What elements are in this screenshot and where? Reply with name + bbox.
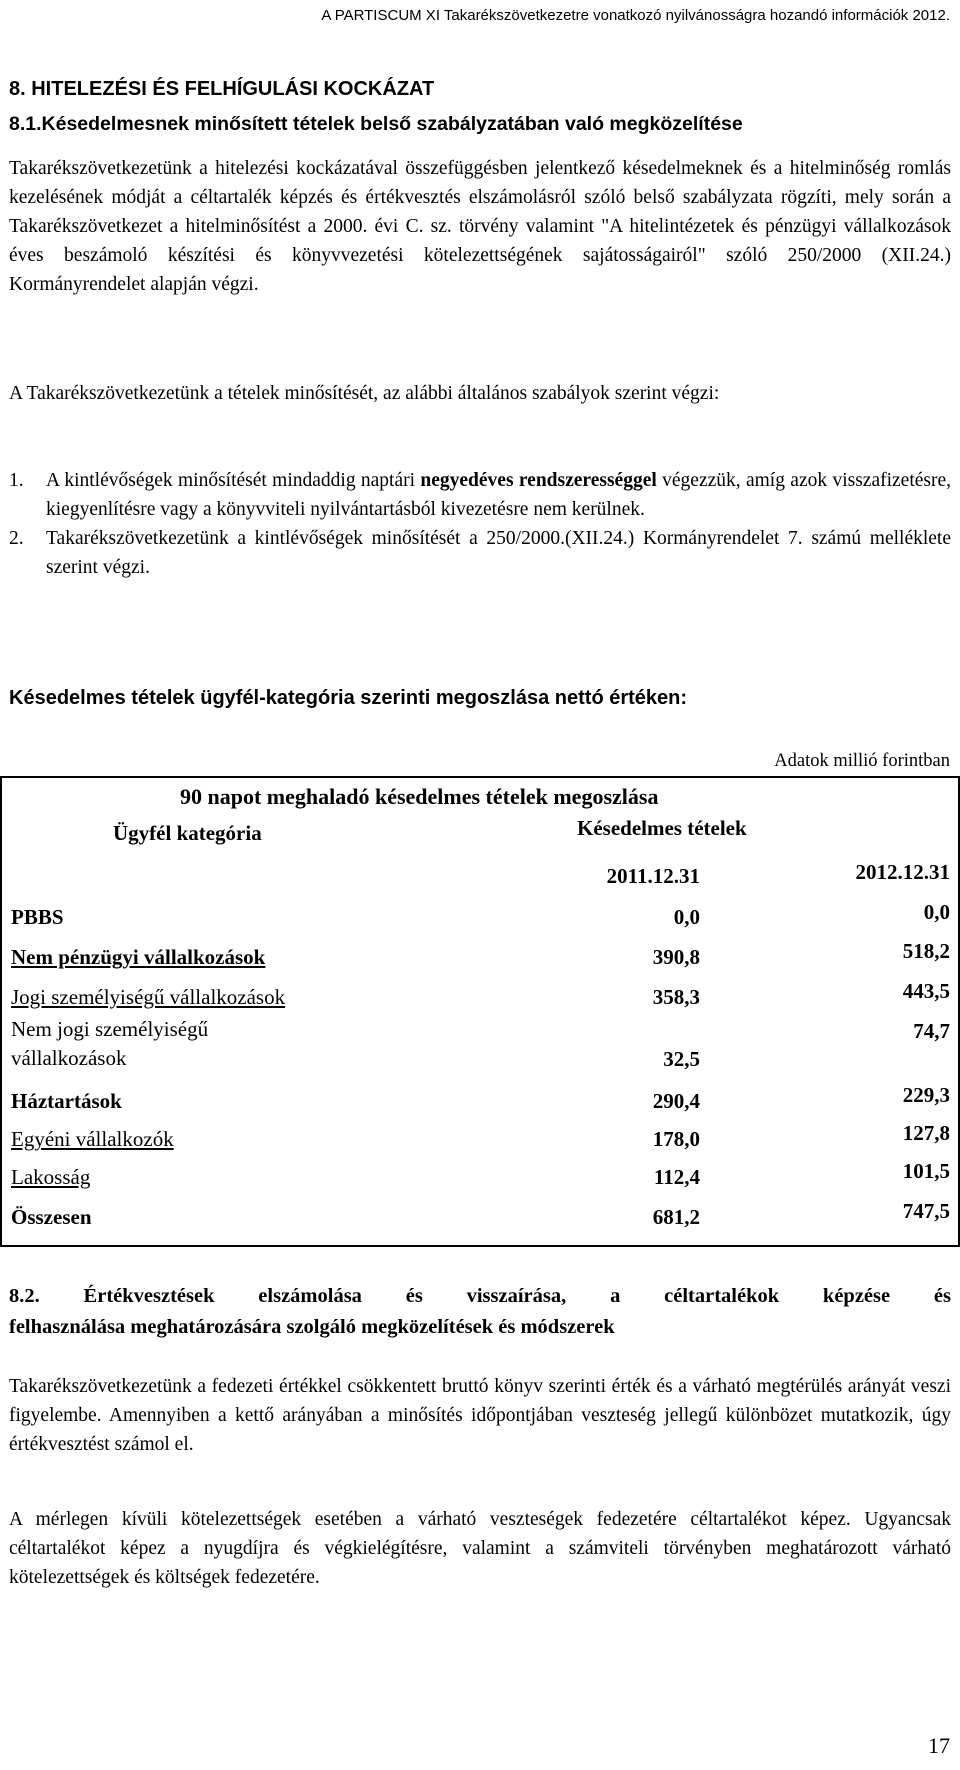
row-label-total: Összesen [11,1205,92,1229]
column-header-2012: 2012.12.31 [855,860,950,884]
row-label-sole-traders: Egyéni vállalkozók [11,1127,174,1151]
section-8-2-heading-line2: felhasználása meghatározására szolgáló megközelítések és módszerek [9,1316,615,1338]
row-label-legal-entity: Jogi személyiségű vállalkozások [11,985,286,1009]
table-border-top [0,776,960,778]
list-text: végezzük, amíg azok visszafizetésre, kiegyenlítésre vagy a könyvviteli nyilvántartásból kivezetésre nem kerülnek. [46,470,952,520]
value-2012-total: 747,5 [902,1199,950,1223]
table-main-header: 90 napot meghaladó késedelmes tételek megoszlása [180,784,659,809]
value-2012-population: 101,5 [902,1159,950,1183]
value-2012-sole-traders: 127,8 [902,1121,950,1145]
list-item [9,524,951,582]
value-2012-non-legal-entity: 74,7 [913,1019,950,1043]
provision-paragraph: A mérlegen kívüli kötelezettségek esetében a várható veszteségek fedezetére céltartalékot képez. Ugyancsak céltartalékot képez a nyugdíjra és végkielégítésre, valamint a számviteli törvényben meghatározott várható kötelezettségek és költségek fedezetére. [9,1509,951,1588]
row-label-households: Háztartások [11,1089,122,1113]
value-2011-legal-entity: 358,3 [652,985,700,1009]
section-8-heading: 8. HITELEZÉSI ÉS FELHÍGULÁSI KOCKÁZAT [9,78,435,100]
value-2012-households: 229,3 [902,1083,950,1107]
value-2011-non-legal-entity: 32,5 [663,1047,700,1071]
section-8-2-heading-line1: 8.2. Értékvesztések elszámolása és visszaírása, a céltartalékok képzése és [9,1285,951,1307]
table-border-left [0,776,2,1247]
delinquent-items-table [0,776,960,1247]
value-2012-legal-entity: 443,5 [902,979,950,1003]
value-2011-non-financial: 390,8 [652,945,700,969]
table-border-bottom [0,1245,960,1247]
rules-list [9,466,951,582]
row-label-pbbs: PBBS [11,905,64,929]
page-number: 17 [928,1733,950,1758]
rules-intro-paragraph: A Takarékszövetkezetünk a tételek minősítését, az alábbi általános szabályok szerint végzi: [9,383,720,404]
value-2011-households: 290,4 [652,1089,700,1113]
value-2012-non-financial: 518,2 [902,939,950,963]
row-label-non-legal-entity-line2: vállalkozások [11,1046,127,1070]
impairment-paragraph: Takarékszövetkezetünk a fedezeti értékkel csökkentett bruttó könyv szerinti érték és a várható megtérülés arányát veszi figyelembe. Amennyiben a kettő arányában a minősítés időpontjában veszteség jellegű különbözet mutatkozik, úgy értékvesztést számol el. [9,1376,951,1455]
intro-paragraph: Takarékszövetkezetünk a hitelezési kockázatával összefüggésben jelentkező késedelmeknek és a hitelminőség romlás kezelésének módját a céltartalék képzés és értékvesztés elszámolásról szóló belső szabályzata rögzíti, mely során a Takarékszövetkezet a hitelminősítést a 2000. évi C. sz. törvény valamint "A hitelintézetek és pénzügyi vállalkozások éves beszámoló készítési és könyvvezetési kötelezettségének sajátosságairól" szóló 250/2000 (XII.24.) Kormányrendelet alapján végzi. [9,158,951,295]
unit-note: Adatok millió forintban [774,751,950,771]
column-header-2011: 2011.12.31 [606,864,700,888]
row-label-non-financial: Nem pénzügyi vállalkozások [11,945,266,969]
list-text: Takarékszövetkezetünk a kintlévőségek minősítését a 250/2000.(XII.24.) Kormányrendelet 7. számú melléklete szerint végzi. [46,528,951,578]
table-heading: Késedelmes tételek ügyfél-kategória szerinti megoszlása nettó értéken: [9,687,688,709]
section-8-1-heading: 8.1.Késedelmesnek minősített tételek belső szabályzatában való megközelítése [9,113,743,135]
running-header: A PARTISCUM XI Takarékszövetkezetre vonatkozó nyilvánosságra hozandó információk 2012. [321,7,950,24]
value-2011-pbbs: 0,0 [673,905,700,929]
list-item [9,466,951,524]
value-2011-total: 681,2 [652,1205,700,1229]
category-column-header: Ügyfél kategória [113,821,262,845]
list-number: 2. [9,528,24,549]
value-2011-population: 112,4 [653,1165,700,1189]
row-label-non-legal-entity-line1: Nem jogi személyiségű [11,1017,209,1041]
value-2012-pbbs: 0,0 [923,900,950,924]
list-number: 1. [9,470,24,491]
row-label-population: Lakosság [11,1165,91,1189]
value-2011-sole-traders: 178,0 [652,1127,700,1151]
list-text-emphasis: negyedéves rendszerességgel [420,470,657,491]
list-text: A kintlévőségek minősítését mindaddig naptári [46,470,421,491]
delayed-items-column-header: Késedelmes tételek [577,816,747,840]
section-8-2-heading [9,1281,951,1343]
